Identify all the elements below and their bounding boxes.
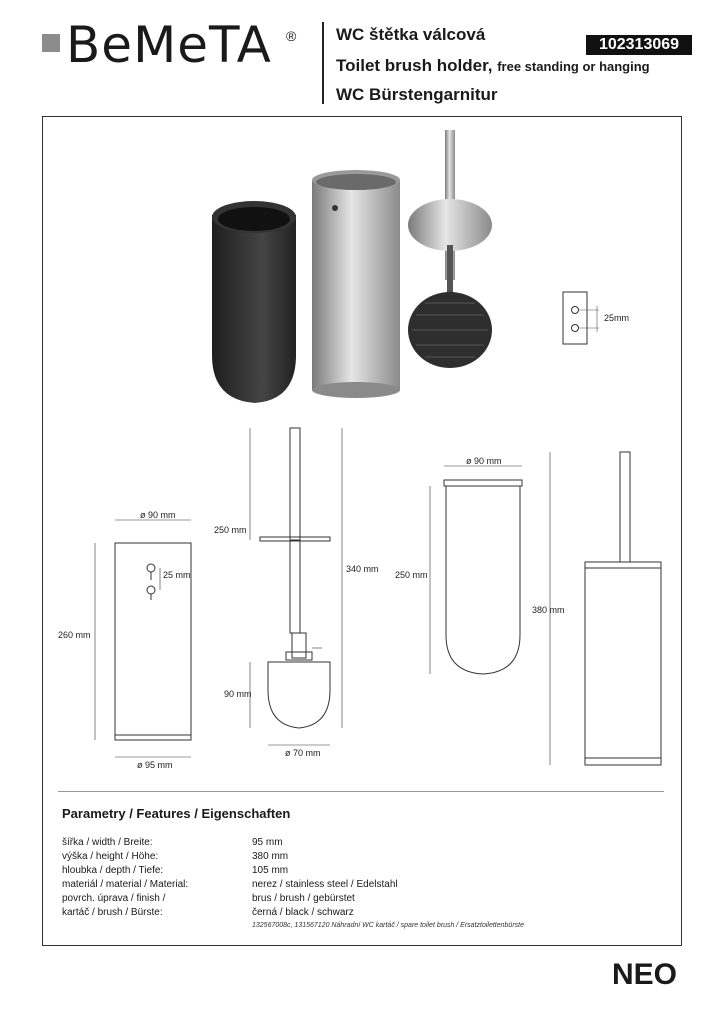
title-en-main: Toilet brush holder, <box>336 56 493 75</box>
features-title: Parametry / Features / Eigenschaften <box>62 806 291 821</box>
product-code: 102313069 <box>586 35 692 55</box>
feature-label: výška / height / Höhe: <box>62 851 159 862</box>
feature-value: nerez / stainless steel / Edelstahl <box>252 879 398 890</box>
header-divider <box>322 22 324 104</box>
dim-height-380: 380 mm <box>532 605 565 615</box>
brush-handle <box>290 428 300 540</box>
brush-head <box>268 662 330 728</box>
logo-mark <box>42 34 60 52</box>
insert-cup <box>212 201 296 403</box>
bracket-dimension: 25mm <box>604 313 630 323</box>
technical-drawing <box>80 420 680 770</box>
insert-cup-drawing <box>446 486 520 674</box>
feature-value: 105 mm <box>252 865 289 876</box>
feature-label: povrch. úprava / finish / <box>62 893 166 904</box>
dim-diameter-95: ø 95 mm <box>137 760 173 770</box>
feature-label: šířka / width / Breite: <box>62 837 153 848</box>
product-photo <box>200 125 510 405</box>
title-en-sub: free standing or hanging <box>497 59 650 74</box>
registered-mark: ® <box>286 28 297 44</box>
toilet-brush <box>408 130 492 368</box>
dim-height-90: 90 mm <box>224 689 252 699</box>
feature-value: 380 mm <box>252 851 289 862</box>
dim-slot-spacing: 25 mm <box>163 570 191 580</box>
dim-height-340: 340 mm <box>346 564 379 574</box>
title-cz: WC štětka válcová <box>336 25 486 44</box>
feature-label: materiál / material / Material: <box>62 879 189 890</box>
assembled-holder <box>585 562 661 765</box>
dim-diameter-90-right: ø 90 mm <box>466 456 502 466</box>
feature-value: 95 mm <box>252 837 283 848</box>
series-name: NEO <box>612 958 678 991</box>
feature-label: kartáč / brush / Bürste: <box>62 907 163 918</box>
section-divider <box>58 791 664 792</box>
dim-height-260: 260 mm <box>58 630 91 640</box>
dim-height-250-right: 250 mm <box>395 570 428 580</box>
feature-value: černá / black / schwarz <box>252 907 354 918</box>
brand-logo: BeMeTA <box>66 16 272 74</box>
feature-value: brus / brush / gebürstet <box>252 893 355 904</box>
title-en <box>336 57 650 74</box>
dim-height-250-mid: 250 mm <box>214 525 247 535</box>
dim-diameter-70: ø 70 mm <box>285 748 321 758</box>
spare-part-note: 132567008c, 131567120 Náhradní WC kartáč / spare toilet brush / Ersatztoilettenbürste <box>252 922 524 929</box>
dim-diameter-90-left: ø 90 mm <box>140 510 176 520</box>
feature-label: hloubka / depth / Tiefe: <box>62 865 164 876</box>
title-de: WC Bürstengarnitur <box>336 85 498 104</box>
holder-cylinder <box>312 170 400 398</box>
wall-bracket-drawing <box>555 288 645 348</box>
